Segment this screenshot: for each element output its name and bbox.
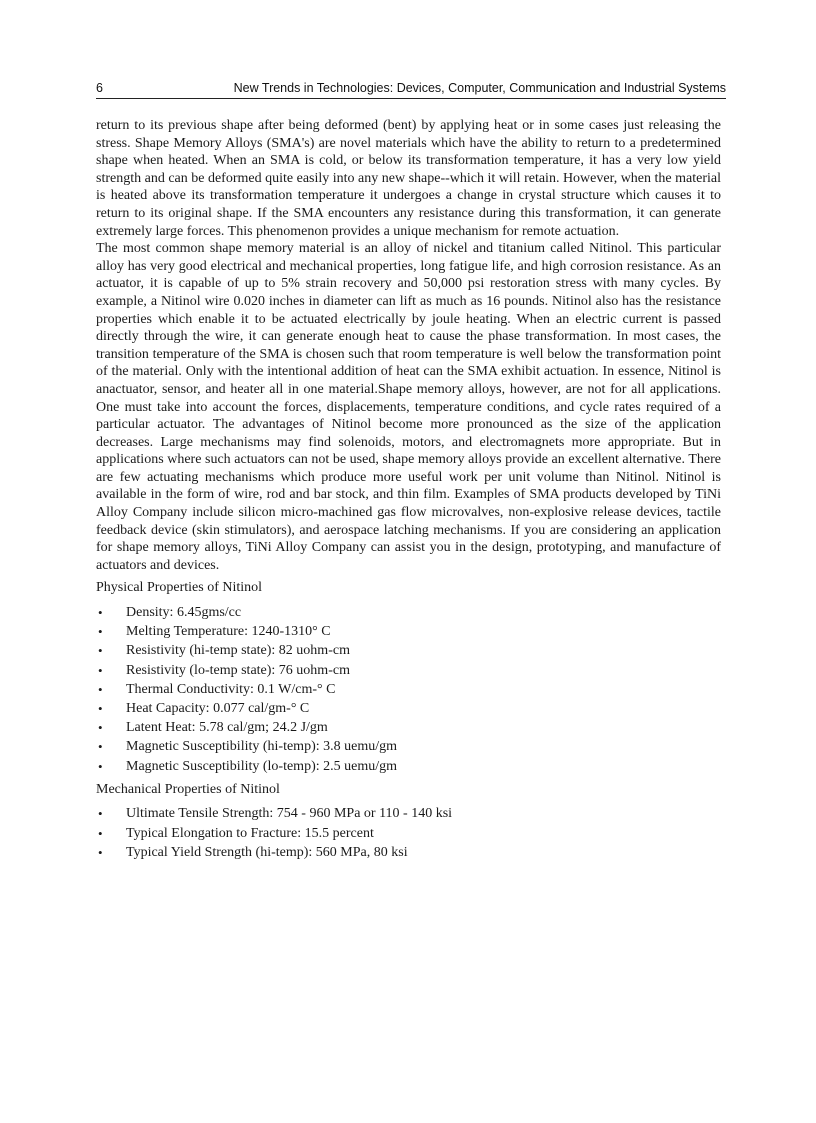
mechanical-properties-list <box>96 804 721 862</box>
bullet-icon: • <box>98 720 103 736</box>
list-item <box>96 737 721 756</box>
list-item <box>96 843 721 862</box>
list-item <box>96 718 721 737</box>
list-item <box>96 824 721 843</box>
bullet-icon: • <box>98 681 103 697</box>
list-item-text: Ultimate Tensile Strength: 754 - 960 MPa or 110 - 140 ksi <box>126 806 453 822</box>
page-number: 6 <box>96 81 103 95</box>
list-item-text: Resistivity (hi-temp state): 82 uohm-cm <box>126 643 350 659</box>
list-item-text: Resistivity (lo-temp state): 76 uohm-cm <box>126 662 350 678</box>
list-item-text: Typical Elongation to Fracture: 15.5 percent <box>126 825 374 841</box>
list-item <box>96 641 721 660</box>
list-item-text: Density: 6.45gms/cc <box>126 605 242 621</box>
bullet-icon: • <box>98 758 103 774</box>
paragraph-sma-intro: return to its previous shape after being deformed (bent) by applying heat or in some cases just releasing the stress. Shape Memory Alloys (SMA's) are novel materials which have the ability to return to a predetermined shape when heated. When an SMA is cold, or below its transformation temperature, it has a very low yield strength and can be deformed quite easily into any new shape--which it will retain. However, when the material is heated above its transformation temperature it undergoes a change in crystal structure which causes it to return to its original shape. If the SMA encounters any resistance during this transformation, it can generate extremely large forces. This phenomenon provides a unique mechanism for remote actuation. <box>96 118 721 239</box>
list-item <box>96 757 721 776</box>
physical-properties-heading: Physical Properties of Nitinol <box>96 580 263 596</box>
bullet-icon: • <box>98 700 103 716</box>
list-item-text: Typical Yield Strength (hi-temp): 560 MPa, 80 ksi <box>126 844 408 860</box>
list-item <box>96 804 721 823</box>
bullet-icon: • <box>98 825 103 841</box>
bullet-icon: • <box>98 844 103 860</box>
bullet-icon: • <box>98 605 103 621</box>
list-item <box>96 661 721 680</box>
physical-properties-list <box>96 603 721 776</box>
list-item <box>96 622 721 641</box>
list-item-text: Magnetic Susceptibility (hi-temp): 3.8 uemu/gm <box>126 739 398 755</box>
list-item <box>96 680 721 699</box>
bullet-icon: • <box>98 662 103 678</box>
list-item-text: Melting Temperature: 1240-1310° C <box>126 624 331 640</box>
bullet-icon: • <box>98 739 103 755</box>
list-item <box>96 699 721 718</box>
list-item-text: Heat Capacity: 0.077 cal/gm-° C <box>126 700 310 716</box>
running-header <box>96 80 726 99</box>
list-item-text: Magnetic Susceptibility (lo-temp): 2.5 uemu/gm <box>126 758 398 774</box>
list-item-text: Latent Heat: 5.78 cal/gm; 24.2 J/gm <box>126 720 328 736</box>
list-item-text: Thermal Conductivity: 0.1 W/cm-° C <box>126 681 336 697</box>
bullet-icon: • <box>98 806 103 822</box>
paragraph-nitinol: The most common shape memory material is an alloy of nickel and titanium called Nitinol. This particular alloy has very good electrical and mechanical properties, long fatigue life, and high corrosion resistance. As an actuator, it is capable of up to 5% strain recovery and 50,000 psi restoration stress with many cycles. By example, a Nitinol wire 0.020 inches in diameter can lift as much as 16 pounds. Nitinol also has the resistance properties which enable it to be actuated electrically by joule heating. When an electric current is passed directly through the wire, it can generate enough heat to cause the phase transformation. In most cases, the transition temperature of the SMA is chosen such that room temperature is well below the transformation point of the material. Only with the intentional addition of heat can the SMA exhibit actuation. In essence, Nitinol is anactuator, sensor, and heater all in one material.Shape memory alloys, however, are not for all applications. One must take into account the forces, displacements, temperature conditions, and cycle rates required of a particular actuator. The advantages of Nitinol become more pronounced as the size of the application decreases. Large mechanisms may find solenoids, motors, and electromagnets more appropriate. But in applications where such actuators can not be used, shape memory alloys provide an excellent alternative. There are few actuating mechanisms which produce more useful work per unit volume than Nitinol. Nitinol is available in the form of wire, rod and bar stock, and thin film. Examples of SMA products developed by TiNi Alloy Company include silicon micro-machined gas flow microvalves, non-explosive release devices, tactile feedback device (skin stimulators), and aerospace latching mechanisms. If you are considering an application for shape memory alloys, TiNi Alloy Company can assist you in the design, prototyping, and manufacture of actuators and devices. <box>96 241 721 573</box>
running-title: New Trends in Technologies: Devices, Computer, Communication and Industrial Systems <box>233 81 726 95</box>
page-body <box>96 117 721 867</box>
bullet-icon: • <box>98 643 103 659</box>
mechanical-properties-heading: Mechanical Properties of Nitinol <box>96 781 280 797</box>
list-item <box>96 603 721 622</box>
bullet-icon: • <box>98 624 103 640</box>
